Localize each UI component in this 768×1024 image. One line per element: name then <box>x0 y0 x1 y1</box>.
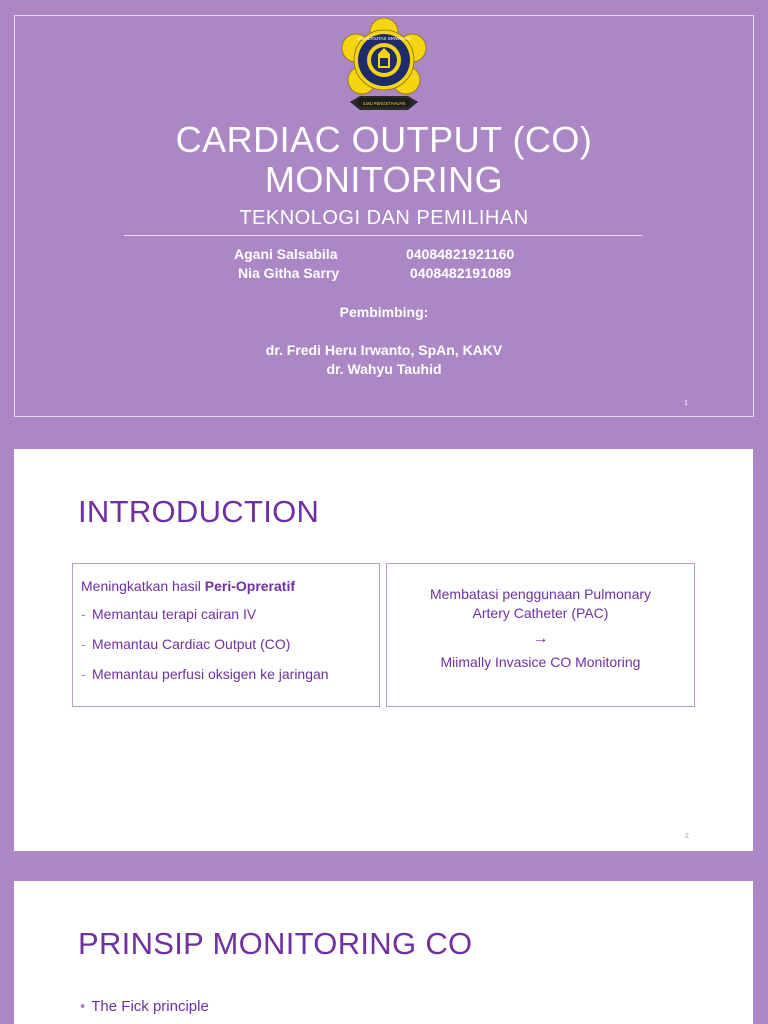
pac-limitation-box <box>386 563 695 707</box>
author-name: Nia Githa Sarry <box>238 265 340 281</box>
slide-subtitle: TEKNOLOGI DAN PEMILIHAN <box>239 207 529 229</box>
lead-text: Meningkatkan hasil <box>81 578 205 594</box>
arrow-right-icon: → <box>532 630 549 647</box>
slide-heading: INTRODUCTION <box>78 494 320 529</box>
supervisor-name: dr. Wahyu Tauhid <box>326 361 442 377</box>
page-number: 1 <box>684 400 688 407</box>
list-item-text: Memantau perfusi oksigen ke jaringan <box>92 666 329 682</box>
title-slide <box>0 0 768 432</box>
author-row <box>0 246 768 265</box>
author-list <box>0 246 768 284</box>
slide-separator <box>0 851 768 881</box>
page-number: 2 <box>685 833 689 840</box>
bullet-icon: • <box>80 998 86 1015</box>
title-line-2: MONITORING <box>264 159 504 200</box>
list-item: - Memantau perfusi oksigen ke jaringan <box>81 666 329 682</box>
box-text: Artery Catheter (PAC) <box>472 605 609 621</box>
logo-ribbon-text: ILMU PENGETAHUAN <box>362 101 406 106</box>
list-item-text: Memantau Cardiac Output (CO) <box>92 636 291 652</box>
slide-separator <box>0 432 768 449</box>
box-lead <box>81 578 371 602</box>
list-item-text: Memantau terapi cairan IV <box>92 606 257 622</box>
peri-operative-box <box>72 563 380 707</box>
slide-title <box>0 120 768 200</box>
university-seal-icon <box>340 18 428 116</box>
slide-heading: PRINSIP MONITORING CO <box>78 926 473 961</box>
box-text: Membatasi penggunaan Pulmonary <box>429 586 652 602</box>
title-line-1: CARDIAC OUTPUT (CO) <box>175 119 593 160</box>
logo-ring-text: UNIVERSITAS SRIWIJAYA <box>356 36 412 41</box>
list-item: - Memantau Cardiac Output (CO) <box>81 636 291 652</box>
lead-bold-text: Peri-Opreratif <box>204 578 295 594</box>
author-name: Agani Salsabila <box>234 246 338 262</box>
title-divider <box>124 235 642 236</box>
bullet-item <box>80 998 209 1015</box>
supervisor-block <box>0 303 768 379</box>
introduction-slide <box>14 449 753 851</box>
supervisor-label: Pembimbing: <box>339 304 429 320</box>
principle-slide <box>14 881 753 1024</box>
list-item: - Memantau terapi cairan IV <box>81 606 257 622</box>
bullet-text: The Fick principle <box>91 998 209 1015</box>
author-row <box>0 265 768 284</box>
author-id: 04084821910​89 <box>410 265 512 281</box>
supervisor-name: dr. Fredi Heru Irwanto, SpAn, KAKV <box>265 342 503 358</box>
box-text: Miimally Invasice CO Monitoring <box>440 654 641 670</box>
author-id: 04084821921160 <box>406 246 515 262</box>
